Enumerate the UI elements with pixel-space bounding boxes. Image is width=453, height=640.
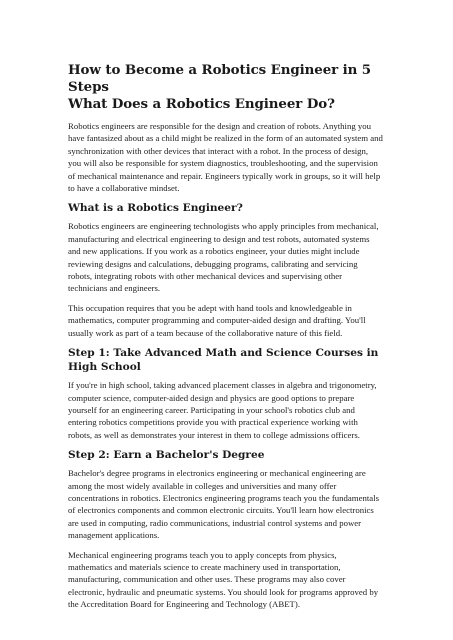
title-line-1: How to Become a Robotics Engineer in 5 Steps [68, 62, 372, 95]
section-heading-what-is: What is a Robotics Engineer? [68, 202, 243, 215]
what-is-paragraph-1: Robotics engineers are engineering technologists who apply principles from mechanical, manufacturing and electrical engineering to design and test robots, automated systems and new applications. If you work as a robotics engineer, your duties might include reviewing designs and calculations, debugging programs, calibrating and servicing robots, integrating robots with other mechanical devices and supervising other technicians and engineers. [68, 221, 379, 294]
title-line-2: What Does a Robotics Engineer Do? [68, 96, 335, 112]
step-2-paragraph-2: Mechanical engineering programs teach you to apply concepts from physics, mathematics and materials science to create machinery used in transportation, manufacturing, communication and other uses. These programs may also cover electronic, hydraulic and pneumatic systems. You should look for programs approved by the Accreditation Board for Engineering and Technology (ABET). [68, 549, 379, 610]
what-is-paragraph-2: This occupation requires that you be adept with hand tools and knowledgeable in mathematics, computer programming and computer-aided design and drafting. You'll usually work as part of a team because of the collaborative nature of this field. [68, 302, 366, 338]
document-title [68, 62, 383, 113]
step-2-paragraph-1: Bachelor's degree programs in electronics engineering or mechanical engineering are among the most widely available in colleges and universities and many offer concentrations in robotics. Electronics engineering programs teach you the fundamentals of electronics components and common electronic circuits. You'll learn how electronics are used in computing, radio communications, industrial control systems and power management applications. [68, 468, 380, 541]
intro-paragraph: Robotics engineers are responsible for the design and creation of robots. Anything you have fantasized about as a child might be realized in the form of an automated system and synchronization with other devices that interact with a robot. In the process of design, you will also be responsible for system diagnostics, troubleshooting, and the supervision of mechanical maintenance and repair. Engineers typically work in groups, so it will help to have a collaborative mindset. [68, 121, 383, 194]
section-heading-step-1: Step 1: Take Advanced Math and Science Courses in High School [68, 347, 379, 374]
section-heading-step-2: Step 2: Earn a Bachelor's Degree [68, 449, 265, 462]
step-1-paragraph: If you're in high school, taking advanced placement classes in algebra and trigonometry, computer science, computer-aided design and physics are good options to prepare yourself for an engineering career. Participating in your school's robotics club and entering robotics competitions provide you with practical experience working with robots, as well as demonstrates your interest in them to college admissions officers. [68, 380, 377, 440]
